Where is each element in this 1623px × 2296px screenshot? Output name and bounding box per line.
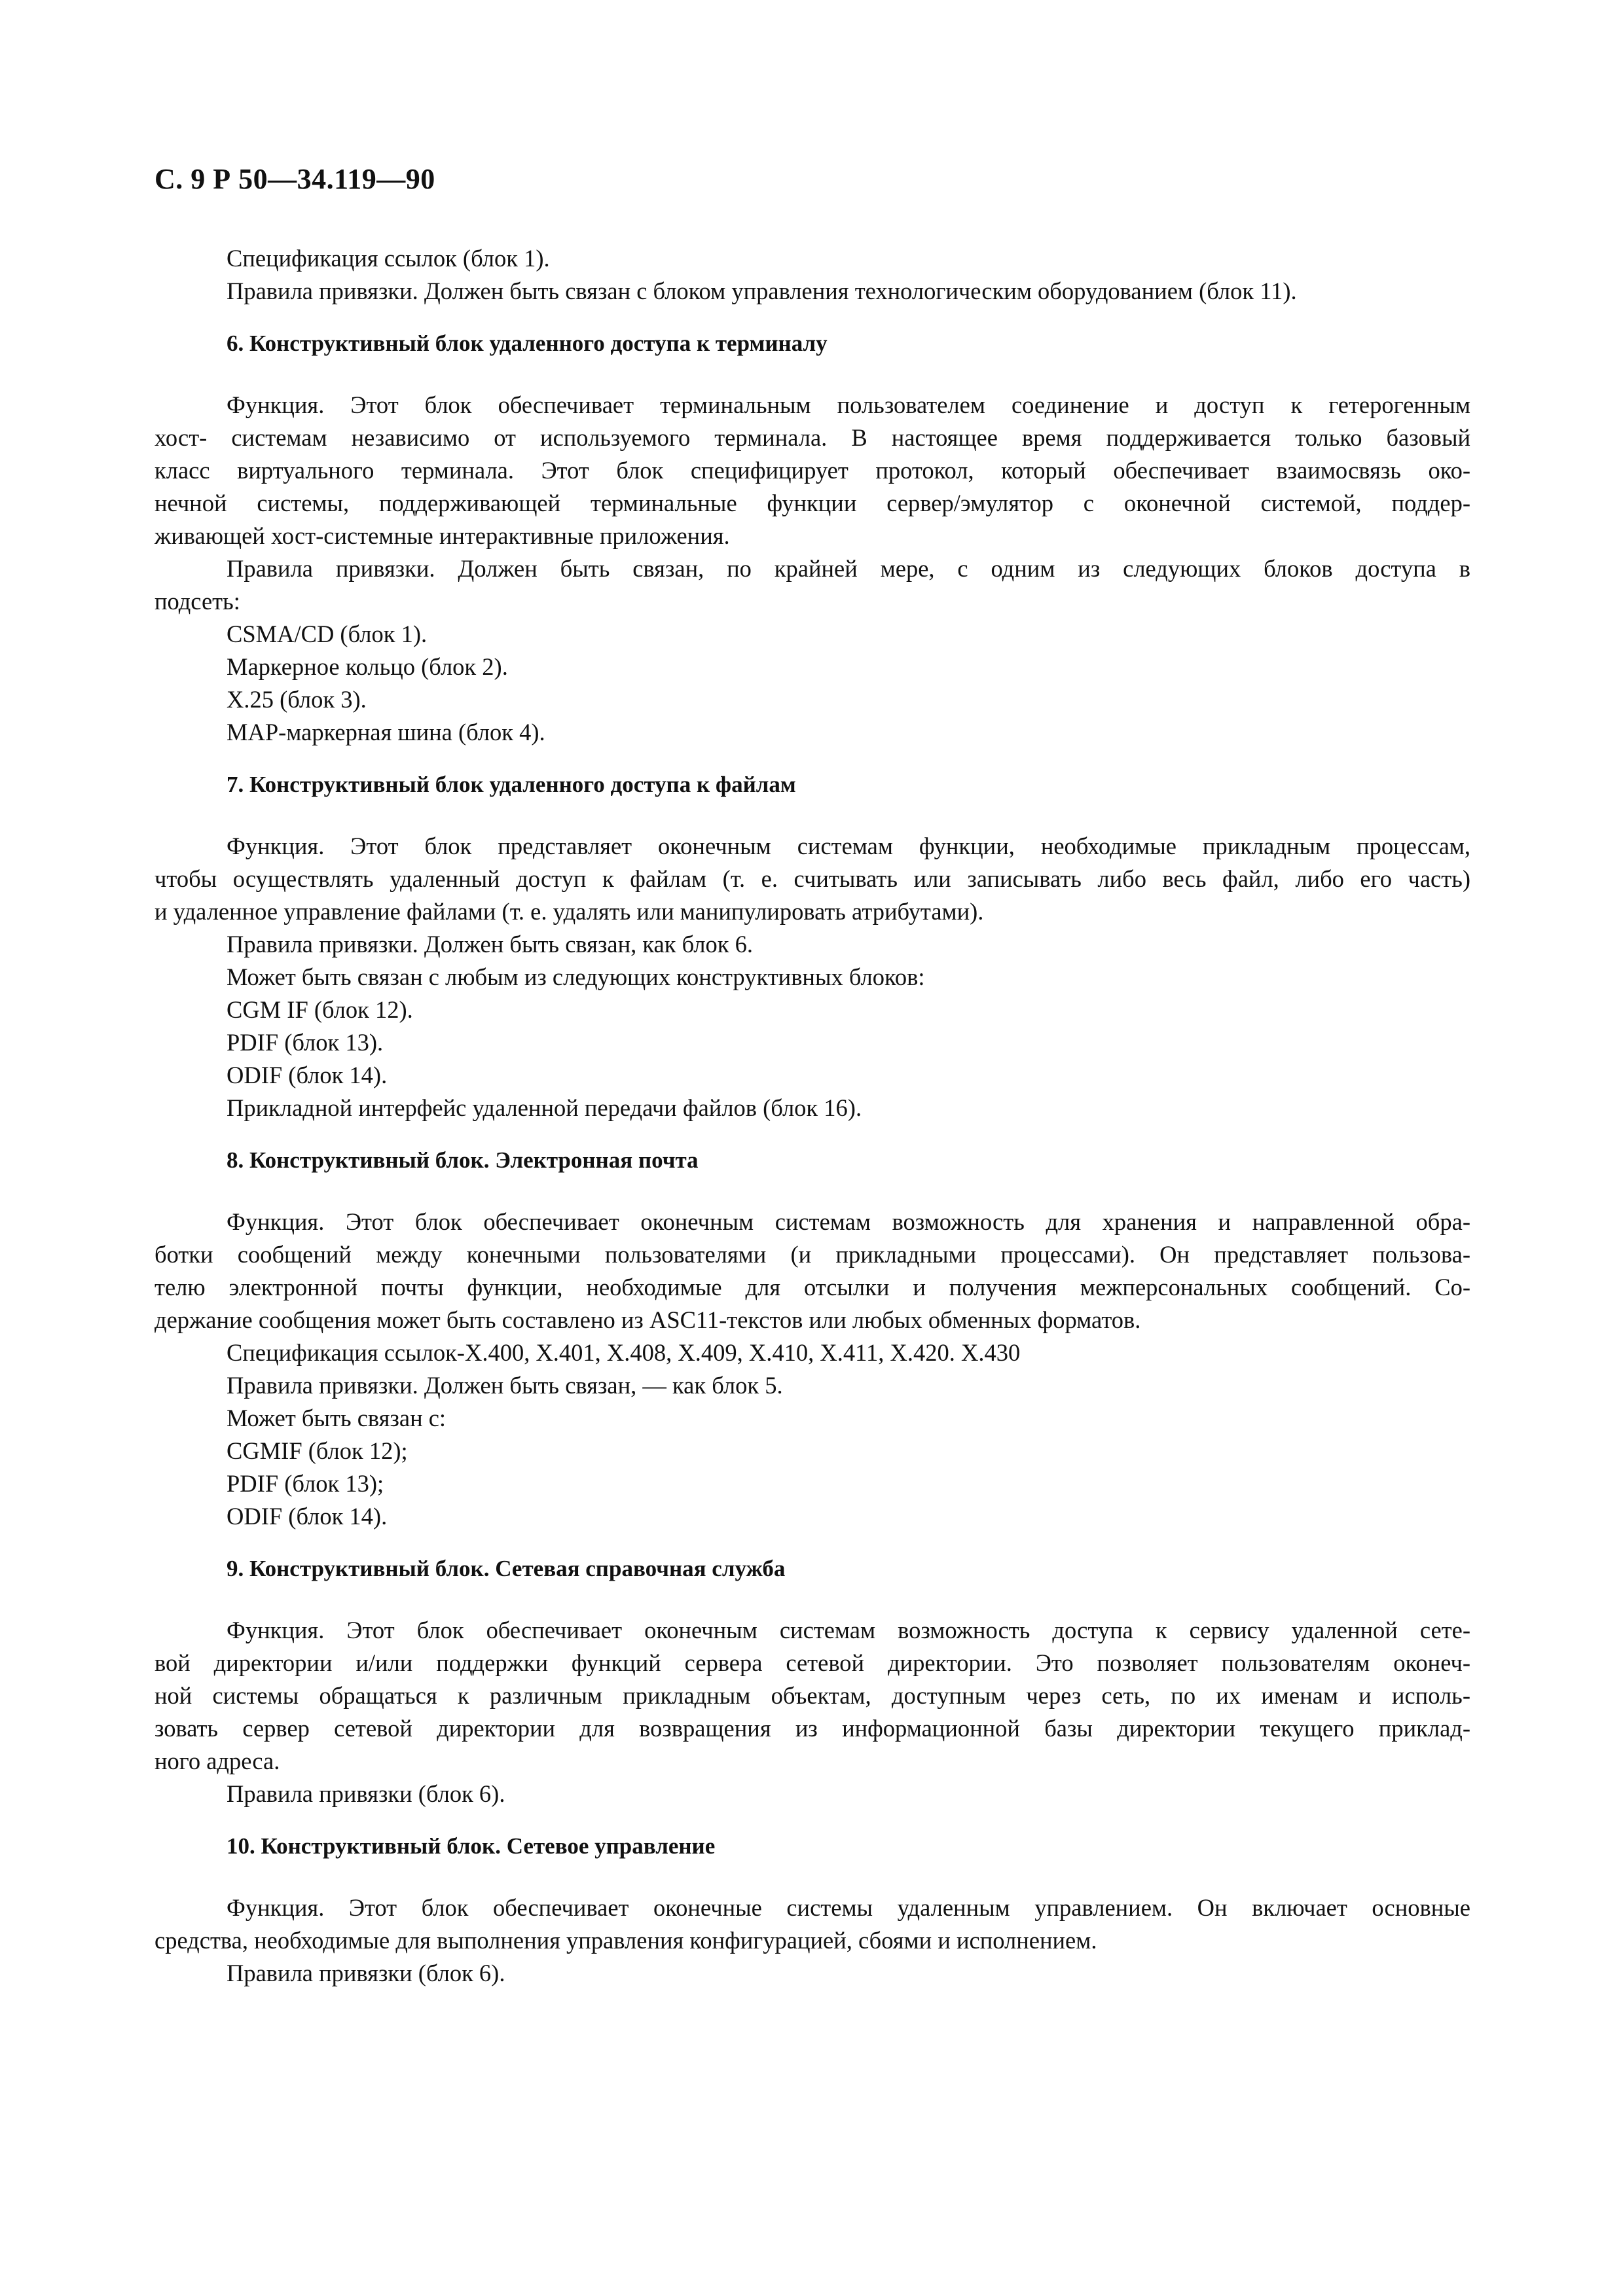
list-item: CSMA/CD (блок 1). — [227, 620, 428, 647]
list-item: Правила привязки. Должен быть связан, — как блок 5. — [227, 1372, 783, 1399]
paragraph-line: хост- системам независимо от используемого терминала. В настоящее время поддерживается только базовый — [155, 424, 1470, 451]
list-item: Правила привязки (блок 6). — [227, 1780, 505, 1807]
paragraph-line: вой директории и/или поддержки функций сервера сетевой директории. Это позволяет пользователям оконеч- — [155, 1649, 1470, 1676]
intro-line: Правила привязки. Должен быть связан с блоком управления технологическим оборудованием (блок 11). — [227, 278, 1297, 304]
paragraph-line: средства, необходимые для выполнения управления конфигурацией, сбоями и исполнением. — [155, 1927, 1097, 1954]
paragraph-line: зовать сервер сетевой директории для возвращения из информационной базы директории текущего приклад- — [155, 1715, 1470, 1742]
list-item: ODIF (блок 14). — [227, 1503, 388, 1530]
list-item: CGM IF (блок 12). — [227, 996, 413, 1023]
list-item: Прикладной интерфейс удаленной передачи файлов (блок 16). — [227, 1094, 862, 1121]
paragraph-line: живающей хост-системные интерактивные приложения. — [155, 522, 730, 549]
page-header: С. 9 Р 50—34.119—90 — [155, 163, 435, 195]
list-item: ODIF (блок 14). — [227, 1062, 388, 1088]
section-heading-6: 6. Конструктивный блок удаленного доступа к терминалу — [227, 331, 828, 356]
section-heading-9: 9. Конструктивный блок. Сетевая справочная служба — [227, 1556, 786, 1581]
list-item: Правила привязки (блок 6). — [227, 1960, 505, 1986]
section-6-rules — [155, 552, 1470, 618]
paragraph-line: Функция. Этот блок обеспечивает терминальным пользователем соединение и доступ к гетерогенным — [227, 391, 1470, 418]
section-6-function — [155, 389, 1470, 552]
paragraph-line: ного адреса. — [155, 1748, 280, 1774]
section-heading-7: 7. Конструктивный блок удаленного доступа к файлам — [227, 772, 796, 797]
paragraph-line: ной системы обращаться к различным прикладным объектам, доступным через сеть, по их именам и исполь- — [155, 1682, 1470, 1709]
paragraph-line: Функция. Этот блок обеспечивает оконечные системы удаленным управлением. Он включает основные — [227, 1894, 1470, 1921]
list-item: Маркерное кольцо (блок 2). — [227, 653, 508, 680]
list-item: Правила привязки. Должен быть связан, как блок 6. — [227, 931, 753, 958]
list-item: PDIF (блок 13); — [227, 1470, 384, 1497]
section-heading-10: 10. Конструктивный блок. Сетевое управление — [227, 1833, 716, 1859]
paragraph-line: Правила привязки. Должен быть связан, по крайней мере, с одним из следующих блоков доступа в — [227, 555, 1470, 582]
paragraph-line: Функция. Этот блок обеспечивает оконечным системам возможность для хранения и направленной обра- — [227, 1208, 1470, 1235]
section-7-function — [155, 830, 1470, 928]
list-item: PDIF (блок 13). — [227, 1029, 384, 1056]
document-body — [155, 242, 1470, 1990]
paragraph-line: и удаленное управление файлами (т. е. удалять или манипулировать атрибутами). — [155, 898, 984, 925]
list-item: CGMIF (блок 12); — [227, 1437, 408, 1464]
section-8-function — [155, 1206, 1470, 1336]
list-item: Может быть связан с любым из следующих конструктивных блоков: — [227, 963, 925, 990]
paragraph-line: нечной системы, поддерживающей терминальные функции сервер/эмулятор с оконечной системой, поддер- — [155, 490, 1470, 516]
section-9-function — [155, 1614, 1470, 1778]
paragraph-line: телю электронной почты функции, необходимые для отсылки и получения межперсональных сообщений. Со- — [155, 1274, 1470, 1300]
list-item: Х.25 (блок 3). — [227, 686, 367, 713]
list-item: Спецификация ссылок-Х.400, Х.401, Х.408, Х.409, Х.410, Х.411, Х.420. Х.430 — [227, 1339, 1021, 1366]
paragraph-line: держание сообщения может быть составлено из ASC11-текстов или любых обменных форматов. — [155, 1306, 1141, 1333]
section-heading-8: 8. Конструктивный блок. Электронная почта — [227, 1147, 699, 1173]
list-item: МАР-маркерная шина (блок 4). — [227, 719, 545, 745]
section-10-function — [155, 1892, 1470, 1957]
paragraph-line: ботки сообщений между конечными пользователями (и прикладными процессами). Он представляет пользова- — [155, 1241, 1470, 1268]
list-item: Может быть связан с: — [227, 1405, 447, 1431]
paragraph-line: подсеть: — [155, 588, 240, 615]
paragraph-line: чтобы осуществлять удаленный доступ к файлам (т. е. считывать или записывать либо весь файл, либо его часть) — [155, 865, 1470, 892]
paragraph-line: Функция. Этот блок представляет оконечным системам функции, необходимые прикладным процессам, — [227, 833, 1470, 859]
intro-line: Спецификация ссылок (блок 1). — [227, 245, 550, 272]
paragraph-line: класс виртуального терминала. Этот блок специфицирует протокол, который обеспечивает взаимосвязь око- — [155, 457, 1470, 484]
paragraph-line: Функция. Этот блок обеспечивает оконечным системам возможность доступа к сервису удаленной сете- — [227, 1617, 1470, 1643]
